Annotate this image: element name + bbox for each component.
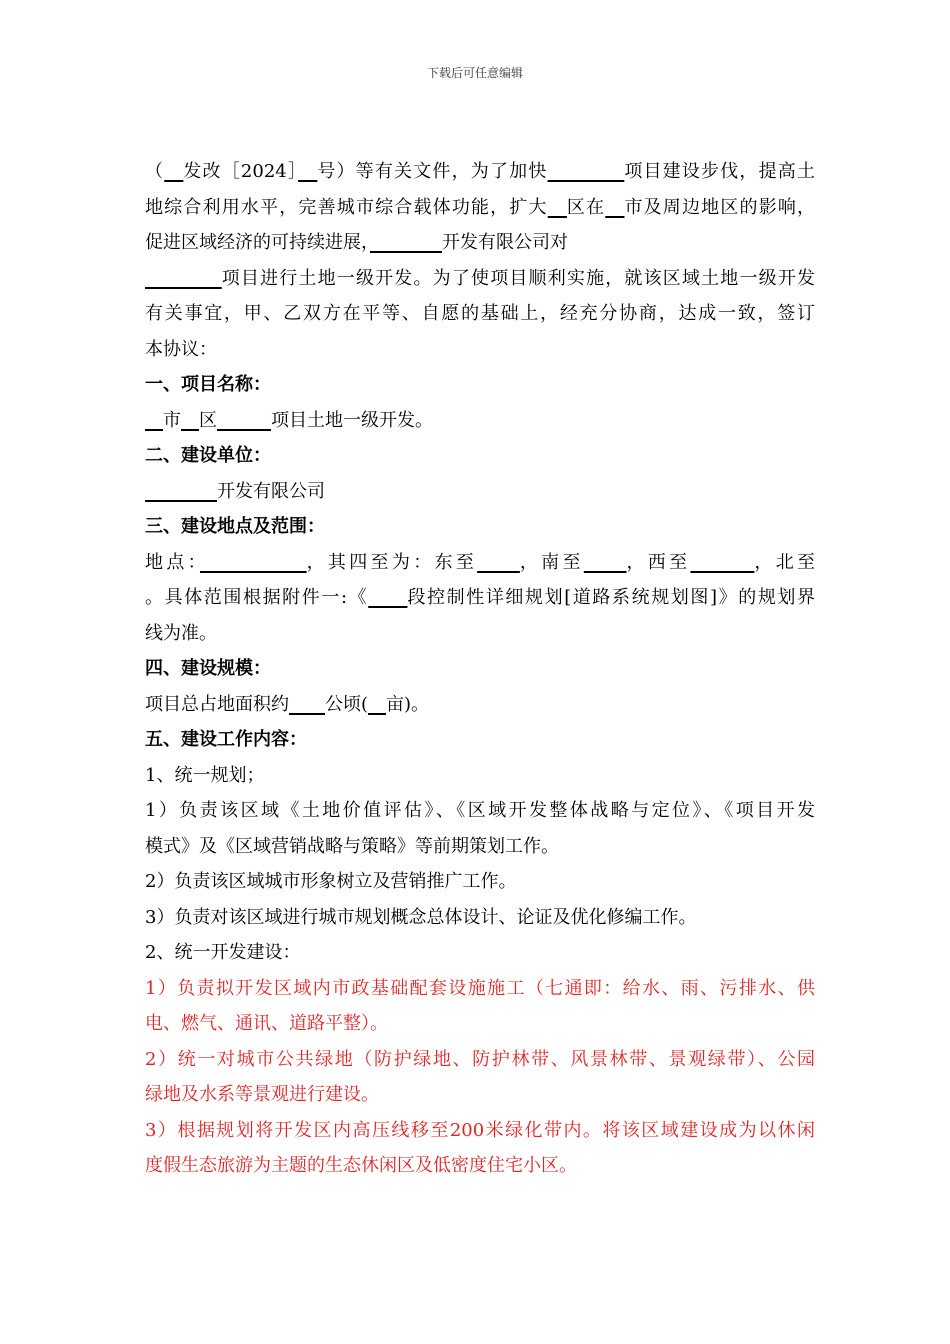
- item-2-1-line-1: 1）负责拟开发区域内市政基础配套设施施工（七通即：给水、雨、污排水、供: [145, 977, 815, 999]
- section-4-title: 四、建设规模：: [145, 658, 271, 679]
- item-2-2-line-1: 2）统一对城市公共绿地（防护绿地、防护林带、风景林带、景观绿带）、公园: [145, 1048, 815, 1070]
- blank: [605, 197, 624, 218]
- blank: [289, 694, 325, 715]
- item-1-1-line-2: 模式》及《区域营销战略与策略》等前期策划工作。: [145, 835, 559, 857]
- blank: [368, 587, 407, 608]
- page-header: 下载后可任意编辑: [426, 66, 523, 80]
- blank: [370, 232, 442, 253]
- intro-line-4: [145, 261, 815, 297]
- blank: [145, 481, 217, 502]
- text: ，其四至为：东至: [306, 551, 478, 573]
- text: 市: [163, 409, 181, 431]
- item-2: 2、统一开发建设：: [145, 942, 301, 963]
- blank: [181, 410, 199, 431]
- text: 区在: [566, 196, 606, 218]
- section-3-title: 三、建设地点及范围：: [145, 516, 325, 537]
- blank: [145, 268, 222, 289]
- text: 亩)。: [386, 693, 430, 715]
- blank: [164, 161, 183, 182]
- text: ，西至: [626, 551, 691, 573]
- text: 项目土地一级开发。: [271, 409, 433, 431]
- blank: [368, 694, 386, 715]
- blank: [690, 552, 754, 573]
- item-2-1-line-2: 电、燃气、通讯、道路平整）。: [145, 1013, 388, 1034]
- section-1-title: 一、项目名称：: [145, 374, 271, 395]
- text: 段控制性详细规划[道路系统规划图]》的规划界: [407, 587, 816, 608]
- section-3-line-3: 线为准。: [145, 622, 217, 644]
- intro-line-2: [145, 190, 815, 226]
- text: 号）等有关文件，为了加快: [317, 161, 548, 182]
- blank: [584, 552, 627, 573]
- item-2-3-line-2: 度假生态旅游为主题的生态休闲区及低密度住宅小区。: [145, 1155, 577, 1176]
- text: 促进区域经济的可持续进展，: [145, 232, 370, 253]
- text: 开发有限公司: [217, 480, 325, 502]
- blank: [145, 410, 163, 431]
- text: 项目建设步伐，提高土: [624, 161, 815, 182]
- text: 市及周边地区的影响，: [624, 196, 816, 218]
- section-3-line-1: [145, 545, 815, 581]
- text: （: [145, 161, 165, 182]
- section-2-body: [145, 474, 815, 510]
- section-4-body: [145, 687, 815, 723]
- text: 地点：: [145, 551, 200, 573]
- item-1-1-line-1: 1）负责该区域《土地价值评估》、《区域开发整体战略与定位》、《项目开发: [145, 800, 815, 821]
- intro-line-6: 本协议：: [145, 338, 217, 360]
- text: 开发有限公司对: [442, 232, 568, 253]
- text: 发改［2024］: [183, 161, 299, 182]
- document-body: [145, 154, 815, 1184]
- blank: [298, 161, 317, 182]
- text: 项目总占地面积约: [145, 693, 289, 715]
- text: ，北至: [754, 551, 816, 573]
- item-1-2: 2）负责该区域城市形象树立及营销推广工作。: [145, 871, 517, 892]
- intro-line-1: [145, 154, 815, 190]
- intro-line-3: [145, 225, 815, 261]
- section-2-title: 二、建设单位：: [145, 445, 271, 466]
- text: 项目进行土地一级开发。为了使项目顺利实施，就该区域土地一级开发: [221, 267, 816, 289]
- text: ，南至: [519, 551, 584, 573]
- blank: [548, 161, 625, 182]
- text: 公顷(: [325, 693, 369, 715]
- blank: [200, 552, 307, 573]
- intro-line-5: 有关事宜，甲、乙双方在平等、自愿的基础上，经充分协商，达成一致，签订: [145, 303, 815, 324]
- section-5-title: 五、建设工作内容：: [145, 729, 307, 750]
- section-1-body: [145, 403, 815, 439]
- blank: [217, 410, 271, 431]
- blank: [477, 552, 520, 573]
- text: 。具体范围根据附件一:《: [145, 587, 369, 608]
- item-2-2-line-2: 绿地及水系等景观进行建设。: [145, 1084, 379, 1105]
- item-1-3: 3）负责对该区域进行城市规划概念总体设计、论证及优化修编工作。: [145, 906, 697, 928]
- item-1: 1、统一规划；: [145, 764, 265, 786]
- text: 区: [199, 409, 217, 431]
- item-2-3-line-1: 3）根据规划将开发区内高压线移至200米绿化带内。将该区域建设成为以休闲: [145, 1119, 815, 1141]
- section-3-line-2: [145, 580, 815, 616]
- text: 地综合利用水平，完善城市综合载体功能，扩大: [145, 196, 548, 218]
- blank: [548, 197, 567, 218]
